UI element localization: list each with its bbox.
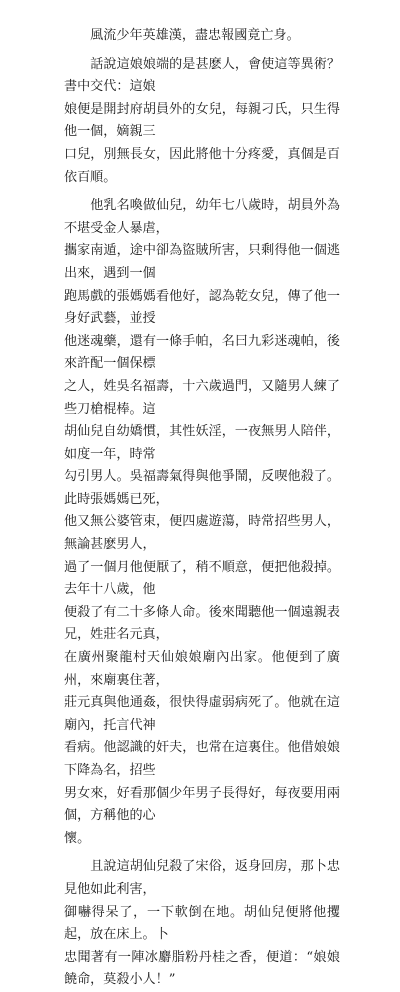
body-text	[64, 25, 340, 992]
paragraph-backstory: 他乳名喚做仙兒，幼年七八歲時，胡員外為不堪受金人暴虐， 攜家南遁，途中卻為盜賊所害，只剩得他一個逃出來，遇到一個 跑馬戲的張媽媽看他好，認為乾女兒，傳了他一身好武藝，並授 他迷魂藥，還有一條手帕，名曰九彩迷魂帕，後來許配一個保標 之人，姓吳名福壽，十六歲過門，又隨男人練了些刀槍棍棒。這 胡仙兒自幼嬌慣，其性妖淫，一夜無男人陪伴，如度一年，時常 勾引男人。吳福壽氣得與他爭鬧，反喫他殺了。此時張媽媽已死， 他又無公婆管束，便四處遊蕩，時常招些男人，無論甚麽男人， 過了一個月他便厭了，稍不順意，便把他殺掉。去年十八歲，他 便殺了有二十多條人命。後來聞聽他一個遠親表兄，姓莊名元真， 在廣州聚龍村天仙娘娘廟內出家。他便到了廣州，來廟裏住著， 莊元真與他通姦，很快得虛弱病死了。他就在這廟內，托言代神 看病。他認識的奸夫，也常在這裏住。他借娘娘下降為名，招些 男女來，好看那個少年男子長得好，每夜要用兩個，方稱他的心 懷。	[64, 198, 340, 846]
poem-line: 風流少年英雄漢，盡忠報國竟亡身。	[64, 28, 300, 43]
paragraph-scene: 且說這胡仙兒殺了宋俗，返身回房，那卜忠見他如此利害， 御嚇得呆了，一下軟倒在地。胡仙兒便將他攫起，放在床上。卜 忠聞著有一陣冰麝脂粉丹桂之香，便道：“娘娘饒命，莫殺小人！”	[64, 859, 340, 988]
paragraph-identity: 話說這娘娘端的是甚麽人，會使這等異術？書中交代：這娘 娘便是開封府胡員外的女兒，每親刁氏，只生得他一個，嫡親三 口兒，別無長女，因此將他十分疼愛，真個是百依百順。	[64, 56, 340, 185]
